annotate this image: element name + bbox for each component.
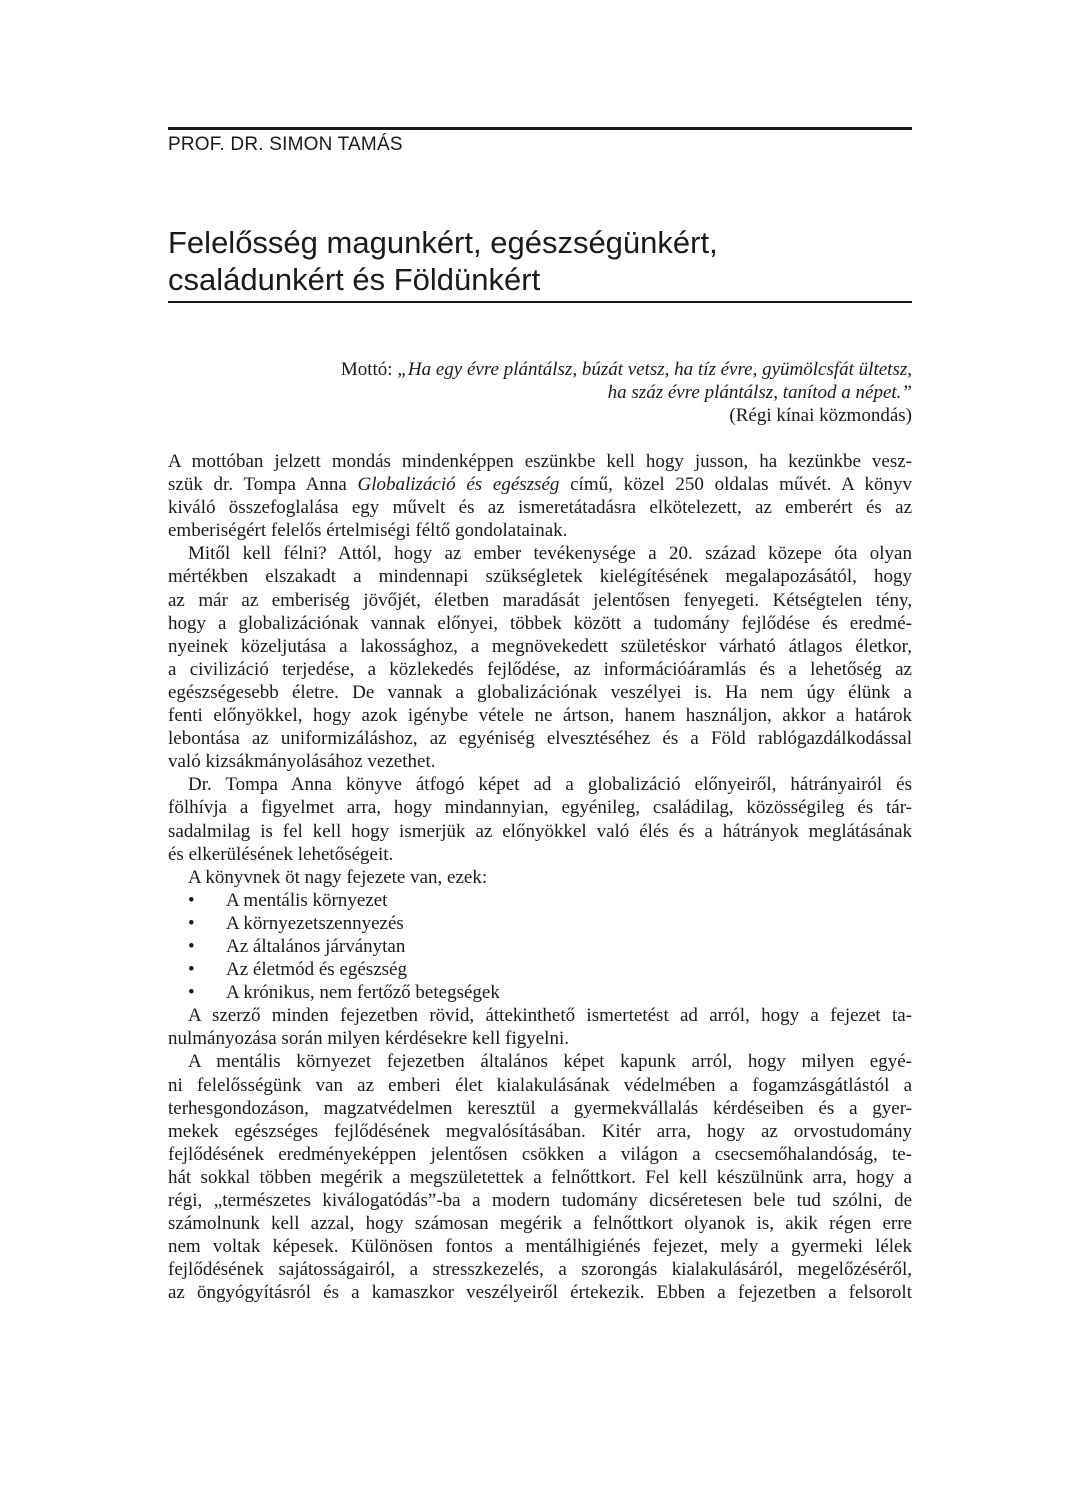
text-line: kiváló összefoglalása egy művelt és az ismeretátadásra elkötelezett, az emberért és az <box>168 497 912 519</box>
motto-quote-line: ha száz évre plántálsz, tanítod a népet.” <box>607 382 912 403</box>
text-line: régi, „természetes kiválogatódás”-ba a modern tudomány dicséretesen bele tud szólni, de <box>168 1190 912 1211</box>
text-line: nyeinek közeljutása a lakossághoz, a megnövekedett születéskor várható átlagos életkor, <box>168 635 912 657</box>
text-line: számolnunk kell azzal, hogy számosan megérik a felnőttkort olyanok is, akik régen erre <box>168 1213 912 1235</box>
text-line: és elkerülésének lehetőségeit. <box>168 843 394 865</box>
article-title <box>168 224 718 298</box>
text-line: Mitől kell félni? Attól, hogy az ember tevékenysége a 20. század közepe óta olyan <box>188 543 912 565</box>
text-line: való kizsákmányolásához vezethet. <box>168 751 436 773</box>
title-rule <box>168 301 912 303</box>
text-line: szük dr. Tompa Anna Globalizáció és egészség című, közel 250 oldalas művét. A könyv <box>168 474 912 496</box>
chapter-title: A környezetszennyezés <box>226 912 404 934</box>
chapter-list <box>168 889 912 1004</box>
list-item <box>168 889 912 912</box>
text-line: fejlődésének eredményeképpen jelentősen csökken a világon a csecsemőhalandóság, te- <box>168 1143 912 1165</box>
title-line: családunkért és Földünkért <box>168 262 541 297</box>
text-line: az öngyógyításról és a kamaszkor veszélyeiről értekezik. Ebben a fejezetben a felsorolt <box>168 1282 912 1304</box>
text-line: az már az emberiség jövőjét, életben maradását jelentősen fenyegeti. Kétségtelen tény, <box>168 589 912 611</box>
text-line: fenti előnyökkel, hogy azok igénybe vétele ne ártson, hanem használjon, akkor a határok <box>168 705 912 727</box>
motto-prefix: Mottó: <box>340 359 398 380</box>
text-line: egészségesebb életre. De vannak a globalizációnak veszélyei is. Ha nem úgy élünk a <box>168 681 912 703</box>
motto-quote-line: „Ha egy évre plántálsz, búzát vetsz, ha tíz évre, gyümölcsfát ültetsz, <box>397 359 912 380</box>
bullet-icon: • <box>188 935 195 957</box>
bullet-icon: • <box>188 912 195 934</box>
bullet-icon: • <box>188 889 195 911</box>
list-item <box>168 958 912 981</box>
text-line: hogy a globalizációnak vannak előnyei, többek között a tudomány fejlődése és eredmé- <box>168 612 912 634</box>
chapter-title: A krónikus, nem fertőző betegségek <box>226 982 500 1004</box>
text-line: a civilizáció terjedése, a közlekedés fejlődése, az információáramlás és a lehetőség az <box>168 658 912 680</box>
list-item <box>168 935 912 958</box>
text-line: mértékben elszakadt a mindennapi szükségletek kielégítésének megalapozásától, hogy <box>168 566 912 588</box>
text-line: hát sokkal többen megérik a megszületettek a felnőttkort. Fel kell készülnünk arra, hogy a <box>168 1166 912 1188</box>
chapter-title: Az életmód és egészség <box>226 959 407 981</box>
text-line: terhesgondozáson, magzatvédelmen keresztül a gyermekvállalás kérdéseiben és a gyer- <box>168 1097 912 1119</box>
text-line: A szerző minden fejezetben rövid, áttekinthető ismertetést ad arról, hogy a fejezet ta- <box>188 1005 912 1027</box>
bullet-icon: • <box>188 959 195 981</box>
text-line: sadalmilag is fel kell hogy ismerjük az előnyökkel való élés és a hátrányok meglátásának <box>168 820 912 842</box>
text-line: A mottóban jelzett mondás mindenképpen eszünkbe kell hogy jusson, ha kezünkbe vesz- <box>168 451 912 472</box>
author-name: PROF. DR. SIMON TAMÁS <box>168 134 403 155</box>
article-body <box>168 450 912 1304</box>
book-title: Globalizáció és egészség <box>357 474 560 496</box>
text-line: emberiségért felelős értelmiségi féltő gondolatainak. <box>168 520 568 542</box>
text-line: A mentális környezet fejezetben általános képet kapunk arról, hogy milyen egyé- <box>188 1051 912 1073</box>
chapter-title: A mentális környezet <box>226 889 388 911</box>
motto <box>341 358 912 427</box>
text-line: Dr. Tompa Anna könyve átfogó képet ad a globalizáció előnyeiről, hátrányairól és <box>188 774 912 796</box>
list-item <box>168 912 912 935</box>
text-line: fejlődésének sajátosságairól, a stresszkezelés, a szorongás kialakulásáról, megelőzéséről, <box>168 1259 912 1281</box>
text-line: ni felelősségünk van az emberi élet kialakulásának védelmében a fogamzásgátlástól a <box>168 1074 912 1096</box>
text-line: nem voltak képesek. Különösen fontos a mentálhigiénés fejezet, mely a gyermeki lélek <box>168 1236 912 1258</box>
text-line: nulmányozása során milyen kérdésekre kell figyelni. <box>168 1028 569 1050</box>
text-line: lebontása az uniformizáláshoz, az egyéniség elvesztéséhez és a Föld rablógazdálkodással <box>168 728 912 750</box>
list-intro: A könyvnek öt nagy fejezete van, ezek: <box>188 866 488 888</box>
chapter-title: Az általános járványtan <box>226 935 406 957</box>
header-rule <box>168 127 912 130</box>
bullet-icon: • <box>188 982 195 1004</box>
text-line: fölhívja a figyelmet arra, hogy mindannyian, egyénileg, családilag, közösségileg és tár- <box>168 797 912 819</box>
title-line: Felelősség magunkért, egészségünkért, <box>168 225 718 260</box>
list-item <box>168 981 912 1004</box>
text-line: mekek egészséges fejlődésének megvalósításában. Kitér arra, hogy az orvostudomány <box>168 1120 912 1142</box>
motto-source: (Régi kínai közmondás) <box>729 405 912 426</box>
